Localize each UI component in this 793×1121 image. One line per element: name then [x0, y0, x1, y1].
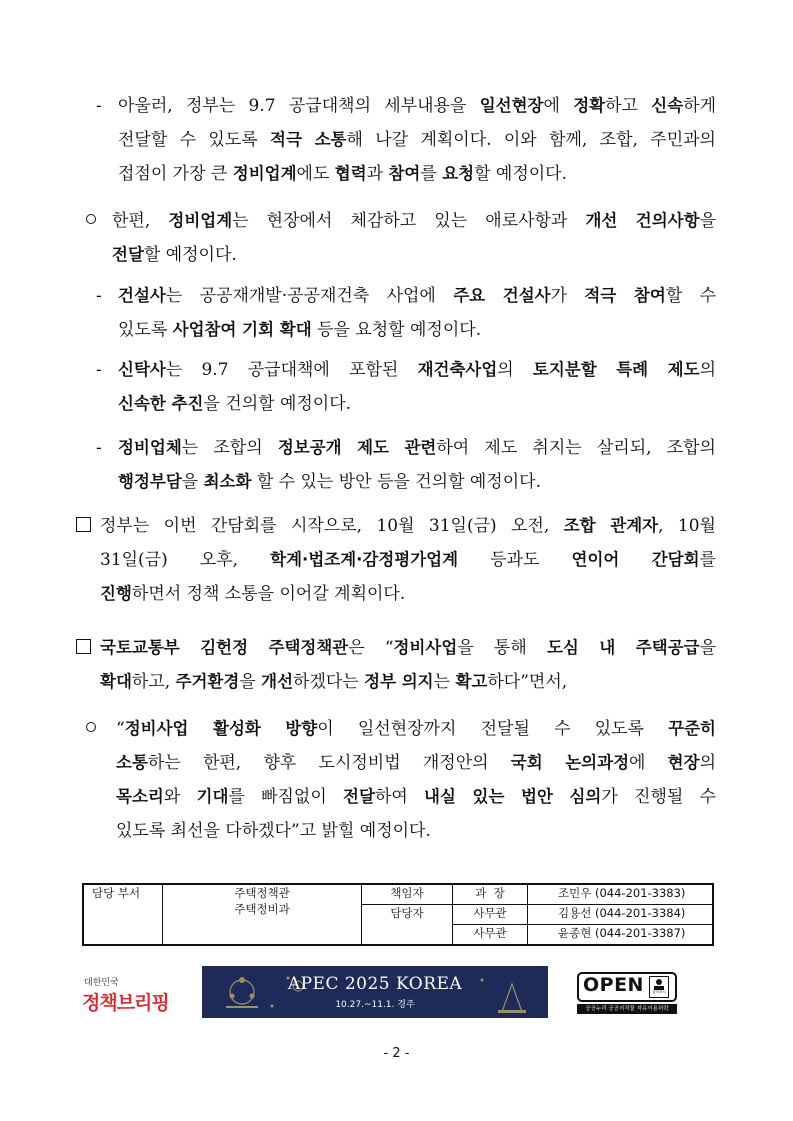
- body-text: 을: [699, 211, 716, 231]
- body-text: 는 조합의: [181, 438, 278, 458]
- emphasis-text: 신탁사: [118, 360, 166, 379]
- dept-name: 주택정비과: [234, 902, 290, 916]
- body-text: 정부는 이번 간담회를 시작으로, 10월 31일(금) 오전,: [100, 516, 564, 536]
- emphasis-text: 개선 건의사항: [585, 211, 700, 230]
- emphasis-text: 도심 내 주택공급: [546, 638, 700, 657]
- text-line: [116, 712, 716, 746]
- body-text: 를 빠짐없이: [228, 787, 344, 807]
- body-text: 할 예정이다.: [143, 245, 237, 265]
- emphasis-text: 진행: [100, 584, 132, 603]
- job-title: 사무관: [453, 925, 528, 946]
- body-text: 을 건의할 예정이다.: [203, 394, 352, 414]
- dash-marker: -: [96, 96, 102, 116]
- square-bullet-icon: [76, 509, 91, 543]
- emphasis-text: 주거환경: [175, 672, 240, 691]
- person-contact: 윤종현 (044-201-3387): [528, 925, 714, 946]
- open-license-badge: [577, 972, 677, 1014]
- text-line: [118, 465, 716, 499]
- text-line: [100, 543, 716, 577]
- logo-big-text: 정책브리핑: [82, 992, 169, 1014]
- text-line: [118, 353, 716, 387]
- body-text: 가: [550, 286, 585, 306]
- emphasis-text: 꾸준히: [668, 719, 716, 738]
- body-text: 의: [497, 360, 533, 380]
- open-subtitle: 공공누리 공공저작물 자유이용허락: [577, 1004, 677, 1014]
- paragraph-5: [96, 431, 716, 499]
- body-text: 하여: [374, 787, 425, 807]
- body-text: “: [116, 719, 125, 739]
- text-line: [116, 814, 716, 848]
- emphasis-text: 정비사업: [393, 638, 458, 657]
- body-text: 할 수 있는 방안 등을 건의할 예정이다.: [251, 472, 541, 492]
- emphasis-text: 협력: [334, 164, 367, 183]
- text-line: [116, 780, 716, 814]
- body-text: 하면서 정책 소통을 이어갈 계획이다.: [131, 584, 406, 604]
- dept-cell: [163, 884, 362, 945]
- emphasis-text: 조합 관계자: [563, 516, 659, 535]
- job-title: 과 장: [453, 884, 528, 905]
- dash-marker: -: [96, 286, 102, 306]
- body-text: 는 공공재개발·공공재건축 사업에: [165, 286, 454, 306]
- emphasis-text: 적극 참여: [584, 286, 666, 305]
- body-text: 에: [629, 753, 668, 773]
- dept-name: 주택정책관: [234, 886, 290, 900]
- paragraph-7: [76, 631, 716, 699]
- emphasis-text: 연이어 간담회: [571, 550, 700, 569]
- paragraph-8: [86, 712, 716, 848]
- dash-marker: -: [96, 438, 102, 458]
- text-line: [100, 631, 716, 665]
- body-text: , 10월: [658, 516, 716, 536]
- body-text: 가 진행될 수: [601, 787, 717, 807]
- paragraph-2: [86, 204, 716, 272]
- circle-bullet-icon: [86, 204, 96, 238]
- apec-dates: 10.27.~11.1. 경주: [335, 1000, 415, 1010]
- emphasis-text: 일선현장: [479, 96, 544, 115]
- emphasis-text: 주요 건설사: [453, 286, 551, 305]
- open-text: OPEN: [583, 974, 644, 996]
- body-text: 에: [543, 96, 574, 116]
- text-line: [100, 665, 716, 699]
- emphasis-text: 정보공개 제도 관련: [277, 438, 437, 457]
- emphasis-text: 전달: [112, 245, 144, 264]
- body-text: 하다”면서,: [487, 672, 568, 692]
- emphasis-text: 신속: [651, 96, 684, 115]
- body-text: 는: [433, 672, 456, 692]
- emphasis-text: 목소리: [116, 787, 164, 806]
- text-line: [118, 313, 716, 347]
- text-line: [118, 431, 716, 465]
- emphasis-text: 토지분할 특례 제도: [532, 360, 700, 379]
- body-text: 을: [699, 638, 716, 658]
- body-text: 하고,: [131, 672, 176, 692]
- emphasis-text: 정비사업 활성화 방향: [124, 719, 318, 738]
- emphasis-text: 확대: [100, 672, 132, 691]
- body-text: 와: [163, 787, 197, 807]
- body-text: 있도록 최선을 다하겠다”고 밝힐 예정이다.: [116, 821, 431, 841]
- text-line: [112, 204, 716, 238]
- emphasis-text: 정비업체: [118, 438, 182, 457]
- contact-table: [82, 883, 714, 946]
- emphasis-text: 기대: [196, 787, 229, 806]
- body-text: 접점이 가장 큰: [118, 164, 233, 184]
- body-text: 를: [420, 164, 443, 184]
- emphasis-text: 건설사: [118, 286, 166, 305]
- emphasis-text: 요청: [442, 164, 475, 183]
- body-text: 하고: [605, 96, 652, 116]
- body-text: 과: [366, 164, 389, 184]
- emphasis-text: 정비업계: [232, 164, 297, 183]
- apec-title: APEC 2025 KOREA: [287, 974, 463, 994]
- table-row: [83, 884, 713, 905]
- emphasis-text: 소통: [116, 753, 148, 772]
- paragraph-4: [96, 353, 716, 421]
- text-line: [100, 577, 716, 611]
- text-line: [100, 509, 716, 543]
- body-text: 하는 한편, 향후 도시정비법 개정안의: [147, 753, 511, 773]
- body-text: 하겠다는: [293, 672, 365, 692]
- dash-marker: -: [96, 360, 102, 380]
- body-text: 전달할 수 있도록: [118, 130, 271, 150]
- body-text: 하게: [683, 96, 717, 116]
- body-text: 을: [239, 672, 262, 692]
- attribution-label: 출처표시: [652, 990, 666, 994]
- paragraph-1: [96, 89, 716, 191]
- body-text: 할 수: [665, 286, 717, 306]
- body-text: 은 “: [348, 638, 394, 658]
- body-text: 을: [181, 472, 204, 492]
- body-text: 을 통해: [457, 638, 547, 658]
- emphasis-text: 신속한 추진: [118, 394, 204, 413]
- emphasis-text: 적극 소통: [270, 130, 347, 149]
- body-text: 는 9.7 공급대책에 포함된: [165, 360, 418, 380]
- person-contact: 김용선 (044-201-3384): [528, 905, 714, 925]
- emphasis-text: 사업참여 기회 확대: [172, 320, 312, 339]
- dept-label: 담당 부서: [83, 884, 163, 945]
- attribution-icon: [649, 976, 669, 998]
- body-text: 하여 제도 취지는 살리되, 조합의: [436, 438, 716, 458]
- body-text: 에도: [296, 164, 335, 184]
- emphasis-text: 행정부담: [118, 472, 182, 491]
- body-text: 한편,: [112, 211, 169, 231]
- page-number: - 2 -: [383, 1046, 410, 1061]
- emphasis-text: 정부 의지: [364, 672, 434, 691]
- text-line: [118, 279, 716, 313]
- emphasis-text: 현장: [667, 753, 700, 772]
- body-text: 할 예정이다.: [474, 164, 568, 184]
- policy-briefing-logo: [82, 975, 169, 1015]
- text-line: [112, 238, 716, 272]
- emphasis-text: 확고: [455, 672, 488, 691]
- paragraph-6: [76, 509, 716, 611]
- emphasis-text: 정확: [573, 96, 606, 115]
- circle-bullet-icon: [86, 712, 96, 746]
- body-text: 의: [699, 753, 716, 773]
- emphasis-text: 내실 있는 법안 심의: [424, 787, 602, 806]
- body-text: 아울러, 정부는 9.7 공급대책의 세부내용을: [118, 96, 480, 116]
- emphasis-text: 정비업계: [168, 211, 233, 230]
- text-line: [118, 123, 716, 157]
- emphasis-text: 학계·법조계·감정평가업계: [270, 550, 459, 569]
- body-text: 를: [699, 550, 717, 570]
- body-text: 는 현장에서 체감하고 있는 애로사항과: [232, 211, 586, 231]
- text-line: [118, 157, 716, 191]
- role-label: 담당자: [362, 905, 453, 946]
- body-text: 이 일선현장까지 전달될 수 있도록: [317, 719, 669, 739]
- person-contact: 조민우 (044-201-3383): [528, 884, 714, 905]
- text-line: [118, 387, 716, 421]
- square-bullet-icon: [76, 631, 91, 665]
- emphasis-text: 최소화: [203, 472, 252, 491]
- emphasis-text: 전달: [343, 787, 375, 806]
- body-text: 등과도: [458, 550, 572, 570]
- body-text: 있도록: [118, 320, 173, 340]
- body-text: 의: [699, 360, 716, 380]
- body-text: 해 나갈 계획이다. 이와 함께, 조합, 주민과의: [346, 130, 716, 150]
- emphasis-text: 국회 논의과정: [510, 753, 630, 772]
- logo-small-text: 대한민국: [84, 978, 119, 988]
- body-text: 등을 요청할 예정이다.: [311, 320, 482, 340]
- job-title: 사무관: [453, 905, 528, 925]
- body-text: 31일(금) 오후,: [100, 550, 271, 570]
- paragraph-3: [96, 279, 716, 347]
- text-line: [118, 89, 716, 123]
- role-label: 책임자: [362, 884, 453, 905]
- apec-banner: [202, 966, 548, 1018]
- emphasis-text: 국토교통부 김헌정 주택정책관: [100, 638, 349, 657]
- emphasis-text: 참여: [388, 164, 421, 183]
- emphasis-text: 개선: [261, 672, 294, 691]
- emphasis-text: 재건축사업: [417, 360, 498, 379]
- text-line: [116, 746, 716, 780]
